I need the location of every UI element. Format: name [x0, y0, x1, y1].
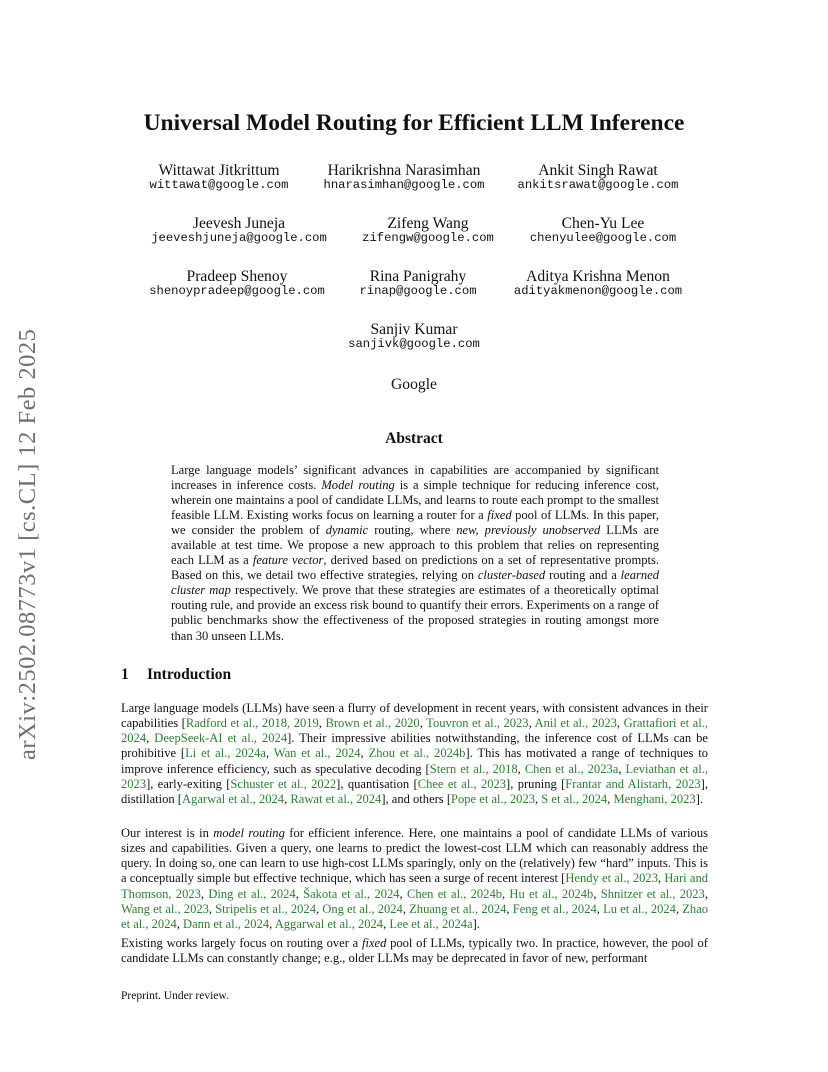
emphasis-text: model routing: [213, 826, 285, 840]
author-name: Chen-Yu Lee: [561, 215, 645, 232]
citation-link[interactable]: Menghani, 2023: [613, 791, 696, 806]
citation-link[interactable]: Ong et al., 2024: [322, 901, 403, 916]
section-number: 1: [121, 666, 129, 683]
citation-link[interactable]: Chen et al., 2024b: [406, 886, 502, 901]
body-paragraph: Existing works largely focus on routing over a fixed pool of LLMs, typically two. In practice, however, the pool of candidate LLMs can constantly change; e.g., older LLMs may be deprecated in favor of new, performant: [121, 936, 708, 966]
author-block: [289, 321, 539, 352]
section-title: Introduction: [147, 666, 232, 683]
author-name: Ankit Singh Rawat: [538, 162, 658, 179]
emphasis-text: feature vector: [252, 553, 324, 568]
abstract-heading: Abstract: [385, 430, 443, 447]
affiliation: Google: [391, 376, 437, 393]
citation-link[interactable]: Frantar and Alistarh, 2023: [565, 776, 701, 791]
emphasis-text: cluster-based: [477, 568, 546, 583]
author-name: Aditya Krishna Menon: [526, 268, 670, 285]
citation-link[interactable]: Hendy et al., 2023: [565, 871, 658, 886]
citation-link[interactable]: Leviathan et al., 2023: [121, 761, 708, 791]
citation-link[interactable]: Anil et al., 2023: [534, 716, 617, 731]
author-name: Zifeng Wang: [387, 215, 469, 232]
citation-link[interactable]: Stripelis et al., 2024: [215, 901, 316, 916]
citation-link[interactable]: Agarwal et al., 2024: [182, 791, 285, 806]
body-paragraph: Our interest is in model routing for efficient inference. Here, one maintains a pool of candidate LLMs of various sizes and capabilities. Given a query, one learns to predict the lowest-cost LLM which can reasonably address the query. In doing so, one can learn to use high-cost LLMs sparingly, only on the (relatively) few “hard” inputs. This is a conceptually simple but effective technique, which has seen a surge of recent interest [Hendy et al., 2023, Hari and Thomson, 2023, Ding et al., 2024, Šakota et al., 2024, Chen et al., 2024b, Hu et al., 2024b, Shnitzer et al., 2023, Wang et al., 2023, Stripelis et al., 2024, Ong et al., 2024, Zhuang et al., 2024, Feng et al., 2024, Lu et al., 2024, Zhao et al., 2024, Dann et al., 2024, Aggarwal et al., 2024, Lee et al., 2024a].: [121, 826, 709, 931]
author-name: Pradeep Shenoy: [186, 268, 288, 285]
author-email: adityakmenon@google.com: [513, 284, 683, 299]
citation-link[interactable]: Lee et al., 2024a: [389, 916, 473, 931]
footer-note: Preprint. Under review.: [121, 990, 229, 1002]
citation-link[interactable]: Dann et al., 2024: [183, 916, 270, 931]
citation-link[interactable]: Hu et al., 2024b: [509, 886, 594, 901]
citation-link[interactable]: Li et al., 2024a: [185, 746, 266, 761]
citation-link[interactable]: Ding et al., 2024: [208, 886, 296, 901]
abstract-text: Large language models’ significant advances in capabilities are accompanied by significant increases in inference costs. Model routing is a simple technique for reducing inference cost, wherein one maintains a pool of candidate LLMs, and learns to route each prompt to the smallest feasible LLM. Existing works focus on learning a router for a fixed pool of LLMs. In this paper, we consider the problem of dynamic routing, where new, previously unobserved LLMs are available at test time. We propose a new approach to this problem that relies on representing each LLM as a feature vector, derived based on predictions on a set of representative prompts. Based on this, we detail two effective strategies, relying on cluster-based routing and a learned cluster map respectively. We prove that these strategies are estimates of a theoretically optimal routing rule, and provide an excess risk bound to quantify their errors. Experiments on a range of public benchmarks show the effectiveness of the proposed strategies in routing amongst more than 30 unseen LLMs.: [171, 463, 659, 643]
citation-link[interactable]: Radford et al., 2018, 2019: [185, 716, 319, 731]
citation-link[interactable]: Zhou et al., 2024b: [368, 746, 466, 761]
author-email: sanjivk@google.com: [348, 337, 480, 352]
citation-link[interactable]: S et al., 2024: [541, 791, 608, 806]
emphasis-text: dynamic: [325, 523, 369, 538]
citation-link[interactable]: Hari and Thomson, 2023: [121, 871, 708, 901]
citation-link[interactable]: Shnitzer et al., 2023: [600, 886, 705, 901]
citation-link[interactable]: Wan et al., 2024: [273, 746, 361, 761]
citation-link[interactable]: Chee et al., 2023: [417, 776, 507, 791]
author-name: Jeevesh Juneja: [192, 215, 286, 232]
body-paragraph: Large language models (LLMs) have seen a flurry of development in recent years, with consistent advances in their capabilities [Radford et al., 2018, 2019, Brown et al., 2020, Touvron et al., 2023, Anil et al., 2023, Grattafiori et al., 2024, DeepSeek-AI et al., 2024]. Their impressive abilities notwithstanding, the inference cost of LLMs can be prohibitive [Li et al., 2024a, Wan et al., 2024, Zhou et al., 2024b]. This has motivated a range of techniques to improve inference efficiency, such as speculative decoding [Stern et al., 2018, Chen et al., 2023a, Leviathan et al., 2023], early-exiting [Schuster et al., 2022], quantisation [Chee et al., 2023], pruning [Frantar and Alistarh, 2023], distillation [Agarwal et al., 2024, Rawat et al., 2024], and others [Pope et al., 2023, S et al., 2024, Menghani, 2023].: [121, 701, 709, 806]
emphasis-text: Model routing: [321, 478, 395, 493]
emphasis-text: fixed: [361, 936, 387, 950]
citation-link[interactable]: Stern et al., 2018: [429, 761, 518, 776]
citation-link[interactable]: Wang et al., 2023: [121, 901, 209, 916]
section-heading: [121, 666, 231, 684]
emphasis-text: fixed: [487, 508, 512, 523]
citation-link[interactable]: DeepSeek-AI et al., 2024: [154, 731, 288, 746]
author-name: Harikrishna Narasimhan: [327, 162, 481, 179]
author-email: wittawat@google.com: [149, 178, 289, 193]
citation-link[interactable]: Chen et al., 2023a: [524, 761, 619, 776]
citation-link[interactable]: Touvron et al., 2023: [426, 716, 529, 731]
citation-link[interactable]: Pope et al., 2023: [451, 791, 535, 806]
author-email: zifengw@google.com: [362, 231, 494, 246]
citation-link[interactable]: Lu et al., 2024: [603, 901, 676, 916]
citation-link[interactable]: Aggarwal et al., 2024: [274, 916, 384, 931]
citation-link[interactable]: Feng et al., 2024: [512, 901, 597, 916]
citation-link[interactable]: Grattafiori et al., 2024: [121, 716, 708, 746]
emphasis-text: new, previously unobserved: [456, 523, 601, 538]
citation-link[interactable]: Rawat et al., 2024: [290, 791, 382, 806]
citation-link[interactable]: Zhao et al., 2024: [121, 901, 709, 931]
author-name: Rina Panigrahy: [369, 268, 467, 285]
citation-link[interactable]: Brown et al., 2020: [325, 716, 420, 731]
author-email: ankitsrawat@google.com: [517, 178, 679, 193]
author-name: Wittawat Jitkrittum: [158, 162, 280, 179]
citation-link[interactable]: Zhuang et al., 2024: [409, 901, 507, 916]
citation-link[interactable]: Šakota et al., 2024: [303, 886, 400, 901]
author-name: Sanjiv Kumar: [370, 321, 458, 338]
emphasis-text: learned cluster map: [171, 568, 659, 598]
author-email: chenyulee@google.com: [529, 231, 677, 246]
author-email: shenoypradeep@google.com: [149, 284, 325, 299]
author-block: [473, 162, 723, 193]
author-email: rinap@google.com: [359, 284, 477, 299]
arxiv-identifier: arXiv:2502.08773v1 [cs.CL] 12 Feb 2025: [14, 328, 41, 760]
author-block: [473, 268, 723, 299]
paper-title: Universal Model Routing for Efficient LLM Inference: [143, 110, 685, 136]
author-block: [478, 215, 728, 246]
author-email: jeeveshjuneja@google.com: [151, 231, 327, 246]
author-email: hnarasimhan@google.com: [323, 178, 485, 193]
citation-link[interactable]: Schuster et al., 2022: [230, 776, 337, 791]
